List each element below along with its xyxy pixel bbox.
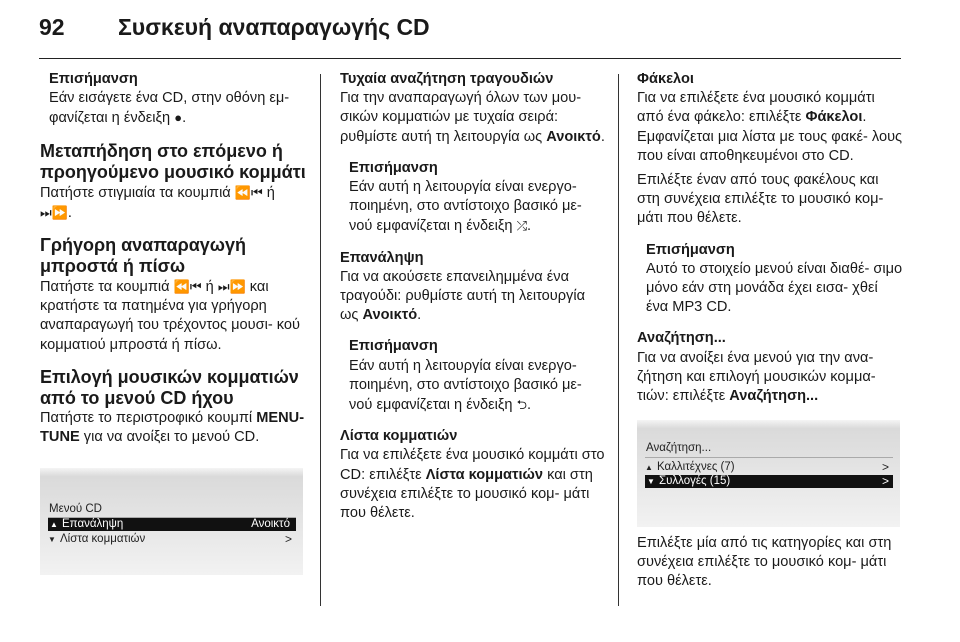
section-cd-menu — [40, 367, 306, 447]
screen-row-repeat[interactable]: ▲ Επανάληψη Ανοικτό — [48, 518, 296, 531]
screen-separator — [645, 457, 893, 458]
section-title: Αναζήτηση... — [637, 330, 726, 347]
arrow-down-icon: ▼ — [647, 477, 655, 486]
column-3 — [637, 70, 903, 418]
screen-cd-menu — [40, 468, 303, 575]
column-divider-1 — [320, 74, 321, 606]
section-folders-select — [637, 171, 903, 229]
section-text: Για να επιλέξετε ένα μουσικό κομμάτι στο CD: επιλέξτε Λίστα κομματιών και στη συνέχεια επιλέξτε το μουσικό κομ‐ μάτι που θέλετε. — [340, 447, 605, 522]
screen-search-menu — [637, 420, 900, 527]
note-label: Επισήμανση — [349, 159, 438, 176]
screen-row-albums[interactable]: ▼ Συλλογές (15) > — [645, 475, 893, 488]
section-text: Πατήστε τα κουμπιά ⏪⏮ ή ⏭⏩ και κρατήστε τα πατημένα για γρήγορη αναπαραγωγή του τρέχοντος μουσι‐ κού κομματιού μπροστά ή πίσω. — [40, 279, 300, 353]
section-fast-play — [40, 235, 306, 355]
chevron-right-icon: > — [881, 474, 889, 488]
screen-row-track-list[interactable]: ▼ Λίστα κομματιών > — [48, 532, 292, 546]
note-text: Εάν αυτή η λειτουργία είναι ενεργο‐ ποιημένη, στο αντίστοιχο βασικό με‐ νού εμφανίζεται η ένδειξη ⤮. — [349, 179, 582, 235]
note-text: Εάν αυτή η λειτουργία είναι ενεργο‐ ποιημένη, στο αντίστοιχο βασικό με‐ νού εμφανίζεται η ένδειξη ⮌. — [349, 357, 582, 414]
header-rule — [39, 58, 901, 59]
chevron-right-icon: > — [881, 460, 889, 474]
arrow-up-icon: ▲ — [645, 463, 653, 472]
section-shuffle — [340, 70, 606, 147]
section-final — [637, 534, 903, 592]
repeat-icon: ⮌ — [516, 397, 528, 413]
section-text: Για να επιλέξετε ένα μουσικό κομμάτι από ένα φάκελο: επιλέξτε Φάκελοι. Εμφανίζεται μια λίστα με τους φακέ‐ λους που είναι αποθηκευμένοι στο CD. — [637, 90, 903, 164]
value-on: Ανοικτό — [362, 307, 418, 324]
note-mp3 — [637, 241, 903, 318]
menu-tune-label: MENU-TUNE — [40, 409, 305, 446]
seek-forward-icon: ⏭⏩ — [40, 204, 68, 220]
arrow-up-icon: ▲ — [50, 520, 58, 529]
section-text: Για να ακούσετε επανειλημμένα ένα τραγούδι: ρυθμίστε αυτή τη λειτουργία ως Ανοικτό. — [340, 268, 586, 324]
chevron-right-icon: > — [284, 532, 292, 546]
value-folders: Φάκελοι — [805, 109, 863, 126]
note-cd-insert — [40, 70, 306, 129]
section-folders — [637, 70, 903, 166]
page-title: Συσκευή αναπαραγωγής CD — [118, 14, 430, 40]
note-text: Αυτό το στοιχείο μενού είναι διαθέ‐ σιμο μόνο εάν στη μονάδα έχει εισα‐ χθεί ένα MP3 CD. — [646, 260, 903, 316]
note-repeat — [340, 337, 606, 415]
section-text: Πατήστε το περιστροφικό κουμπί MENU-TUNE για να ανοίξει το μενού CD. — [40, 409, 305, 446]
section-text: Επιλέξτε έναν από τους φακέλους και στη συνέχεια επιλέξτε το μουσικό κομ‐ μάτι που θέλετε. — [637, 172, 884, 227]
value-search: Αναζήτηση... — [729, 388, 819, 405]
column-divider-2 — [618, 74, 619, 606]
shuffle-icon: ⤮ — [516, 218, 527, 234]
section-skip-track — [40, 141, 306, 223]
section-title: Τυχαία αναζήτηση τραγουδιών — [340, 71, 554, 87]
section-title: Λίστα κομματιών — [340, 428, 458, 445]
column-1 — [40, 70, 306, 459]
section-text: Επιλέξτε μία από τις κατηγορίες και στη συνέχεια επιλέξτε το μουσικό κομ‐ μάτι που θέλετε. — [637, 535, 892, 590]
page-number: 92 — [39, 14, 65, 40]
note-label: Επισήμανση — [349, 338, 438, 355]
cd-icon: ● — [174, 110, 183, 126]
section-track-list — [340, 427, 606, 523]
section-title: Γρήγορη αναπαραγωγή μπροστά ή πίσω — [40, 235, 246, 277]
value-track-list: Λίστα κομματιών — [425, 466, 544, 483]
note-shuffle — [340, 159, 606, 237]
value-on: Ανοικτό — [546, 128, 601, 145]
section-title: Επιλογή μουσικών κομματιών από το μενού CD ήχου — [40, 366, 299, 408]
section-title: Επανάληψη — [340, 249, 424, 266]
row-value: Ανοικτό — [251, 518, 290, 530]
column-2 — [340, 70, 606, 535]
section-text: Για να ανοίξει ένα μενού για την ανα‐ ζήτηση και επιλογή μουσικών κομμα‐ τιών: επιλέξτε Αναζήτηση... — [637, 349, 876, 405]
section-title: Φάκελοι — [637, 71, 694, 87]
seek-forward-icon: ⏭⏩ — [217, 279, 246, 295]
seek-back-icon: ⏪⏮ — [234, 184, 263, 200]
screen-title: Μενού CD — [49, 503, 102, 515]
section-text: Πατήστε στιγμιαία τα κουμπιά ⏪⏮ ή ⏭⏩. — [40, 184, 275, 221]
page-header — [0, 0, 960, 60]
note-label: Επισήμανση — [49, 71, 138, 87]
section-text: Για την αναπαραγωγή όλων των μου‐ σικών κομματιών με τυχαία σειρά: ρυθμίστε αυτή τη λειτουργία ως Ανοικτό. — [340, 90, 605, 145]
section-repeat — [340, 249, 606, 326]
seek-back-icon: ⏪⏮ — [173, 279, 202, 295]
section-search — [637, 329, 903, 406]
screen-title: Αναζήτηση... — [646, 442, 712, 454]
note-label: Επισήμανση — [646, 241, 735, 258]
section-title: Μεταπήδηση στο επόμενο ή προηγούμενο μουσικό κομμάτι — [40, 140, 306, 182]
note-text: Εάν εισάγετε ένα CD, στην οθόνη εμ‐ φανίζεται η ένδειξη ●. — [49, 90, 290, 127]
arrow-down-icon: ▼ — [48, 535, 56, 544]
screen-row-artists[interactable]: ▲ Καλλιτέχνες (7) > — [645, 460, 889, 474]
